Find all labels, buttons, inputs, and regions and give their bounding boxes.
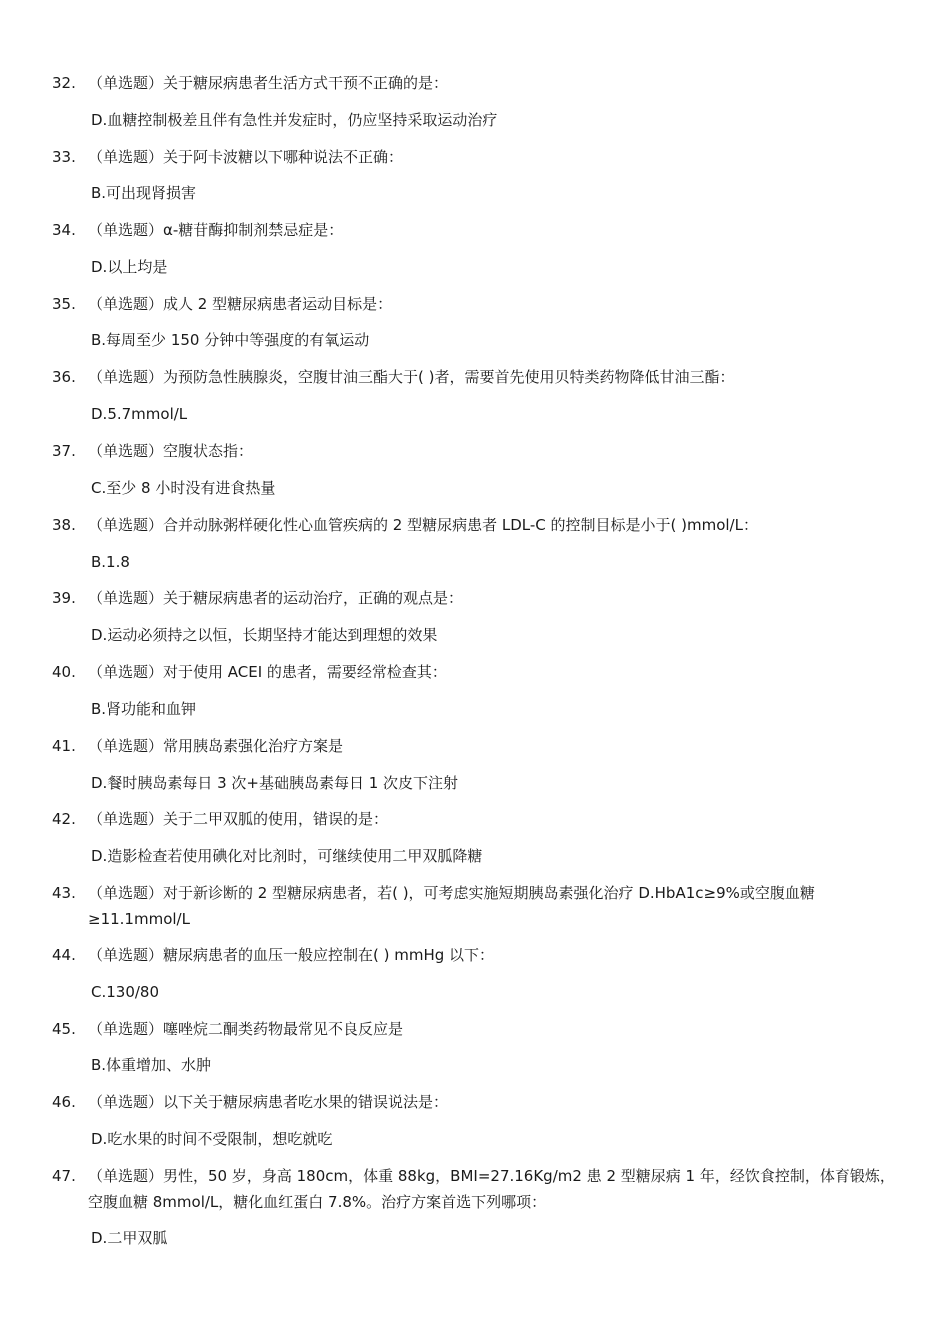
question-39: [52, 585, 897, 611]
question-text: （单选题）对于新诊断的 2 型糖尿病患者，若( )，可考虑实施短期胰岛素强化治疗 D.HbA1c≥9%或空腹血糖≥11.1mmol/L: [88, 884, 815, 928]
question-text: （单选题）对于使用 ACEI 的患者，需要经常检查其：: [88, 663, 447, 681]
answer-41: D.餐时胰岛素每日 3 次+基础胰岛素每日 1 次皮下注射: [91, 774, 459, 792]
question-text: （单选题）关于二甲双胍的使用，错误的是：: [88, 810, 389, 828]
question-text: （单选题）α-糖苷酶抑制剂禁忌症是：: [88, 221, 344, 239]
question-text: （单选题）关于糖尿病患者的运动治疗，正确的观点是：: [88, 589, 464, 607]
question-46: [52, 1089, 897, 1115]
question-number: 32.: [52, 74, 76, 92]
question-43: [52, 880, 897, 932]
answer-32: D.血糖控制极差且伴有急性并发症时，仍应坚持采取运动治疗: [91, 111, 498, 129]
question-text: （单选题）以下关于糖尿病患者吃水果的错误说法是：: [88, 1093, 449, 1111]
question-40: [52, 659, 897, 685]
question-38: [52, 512, 897, 538]
question-number: 33.: [52, 148, 76, 166]
question-37: [52, 438, 897, 464]
answer-37: C.至少 8 小时没有进食热量: [91, 479, 276, 497]
question-41: [52, 733, 897, 759]
question-number: 36.: [52, 368, 76, 386]
answer-33: B.可出现肾损害: [91, 184, 197, 202]
question-number: 40.: [52, 663, 76, 681]
question-45: [52, 1016, 897, 1042]
question-34: [52, 217, 897, 243]
question-number: 42.: [52, 810, 76, 828]
question-text: （单选题）合并动脉粥样硬化性心血管疾病的 2 型糖尿病患者 LDL-C 的控制目标是小于( )mmol/L：: [88, 516, 758, 534]
answer-44: C.130/80: [91, 983, 160, 1001]
answer-40: B.肾功能和血钾: [91, 700, 197, 718]
question-47: [52, 1163, 897, 1215]
question-number: 34.: [52, 221, 76, 239]
answer-47: D.二甲双胍: [91, 1229, 168, 1247]
question-number: 37.: [52, 442, 76, 460]
answer-34: D.以上均是: [91, 258, 168, 276]
question-number: 47.: [52, 1167, 76, 1185]
question-number: 44.: [52, 946, 76, 964]
question-number: 35.: [52, 295, 76, 313]
question-text: （单选题）常用胰岛素强化治疗方案是: [88, 737, 344, 755]
answer-42: D.造影检查若使用碘化对比剂时，可继续使用二甲双胍降糖: [91, 847, 483, 865]
answer-36: D.5.7mmol/L: [91, 405, 188, 423]
question-33: [52, 144, 897, 170]
answer-39: D.运动必须持之以恒，长期坚持才能达到理想的效果: [91, 626, 438, 644]
question-text: （单选题）糖尿病患者的血压一般应控制在( ) mmHg 以下：: [88, 946, 495, 964]
question-text: （单选题）关于阿卡波糖以下哪种说法不正确：: [88, 148, 404, 166]
question-number: 41.: [52, 737, 76, 755]
question-text: （单选题）关于糖尿病患者生活方式干预不正确的是：: [88, 74, 449, 92]
question-number: 38.: [52, 516, 76, 534]
question-35: [52, 291, 897, 317]
question-32: [52, 70, 897, 96]
answer-45: B.体重增加、水肿: [91, 1056, 212, 1074]
question-text: （单选题）成人 2 型糖尿病患者运动目标是：: [88, 295, 393, 313]
question-36: [52, 364, 897, 390]
answer-38: B.1.8: [91, 553, 130, 571]
question-44: [52, 942, 897, 968]
question-number: 39.: [52, 589, 76, 607]
question-number: 46.: [52, 1093, 76, 1111]
answer-46: D.吃水果的时间不受限制，想吃就吃: [91, 1130, 333, 1148]
question-42: [52, 806, 897, 832]
question-text: （单选题）空腹状态指：: [88, 442, 254, 460]
answer-35: B.每周至少 150 分钟中等强度的有氧运动: [91, 331, 370, 349]
question-text: （单选题）噻唑烷二酮类药物最常见不良反应是: [88, 1020, 404, 1038]
question-text: （单选题）男性，50 岁，身高 180cm，体重 88kg，BMI=27.16Kg/m2 患 2 型糖尿病 1 年，经饮食控制，体育锻炼，空腹血糖 8mmol/L，糖化血红蛋白 7.8%。治疗方案首选下列哪项：: [88, 1167, 895, 1211]
question-text: （单选题）为预防急性胰腺炎，空腹甘油三酯大于( )者，需要首先使用贝特类药物降低甘油三酯：: [88, 368, 735, 386]
question-number: 43.: [52, 884, 76, 902]
question-number: 45.: [52, 1020, 76, 1038]
